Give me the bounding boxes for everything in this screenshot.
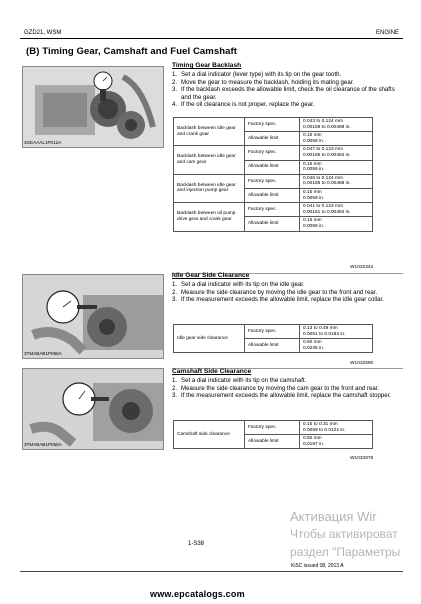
spec-item: Backlash between idle gear and injection pump gear [174,174,245,202]
spec-value: 0.041 to 0.123 mm 0.00161 to 0.00484 in. [300,203,373,217]
spec-label: Factory spec. [245,118,300,132]
step-item: 1. Set a dial indicator with its tip on the idle gear. [172,281,305,288]
camshaft-photo [22,368,164,450]
idle-gear-photo [22,274,164,359]
watermark-line-1: Активация Wir [290,509,377,524]
spec-value: 0.047 to 0.123 mm 0.00185 to 0.00484 in. [300,146,373,160]
spec-value: 0.15 mm 0.0059 in. [300,160,373,174]
spec-label: Allowable limit [245,339,300,353]
step-item: 3. If the measurement exceeds the allowable limit, replace the idle gear collar. [172,296,384,304]
backlash-steps [172,71,406,109]
page-number: 1-S38 [188,541,205,547]
step-item: 2. Measure the side clearance by moving the idle gear to the front and rear. [172,288,378,296]
cam-spec-table [173,420,373,449]
header-rule [20,38,403,39]
spec-value: 0.046 to 0.124 mm 0.00185 to 0.00488 in. [300,174,373,188]
section-name: ENGINE [375,30,399,36]
spec-value: 0.15 mm 0.0059 in. [300,132,373,146]
backlash-spec-table [173,117,373,232]
timing-gear-photo-caption: 3GEAAAL1P012A [24,140,62,145]
watermark-line-2: Чтобы активироват [290,527,398,541]
watermark-line-3: раздел "Параметры [290,545,401,559]
footer-rule [20,571,403,572]
backlash-code: W1032342 [350,265,374,270]
backlash-title: Timing Gear Backlash [172,62,242,69]
cam-steps [172,377,406,400]
spec-label: Factory spec. [245,174,300,188]
spec-label: Factory spec. [245,421,300,435]
spec-label: Factory spec. [245,325,300,339]
spec-value: 0.60 mm 0.0236 in. [300,339,373,353]
spec-label: Allowable limit [245,160,300,174]
spec-item: Backlash between idle gear and crank gear [174,118,245,146]
timing-gear-photo [22,66,164,148]
spec-value: 0.15 to 0.31 mm 0.0059 to 0.0122 in. [300,421,373,435]
step-item: 1. Set a dial indicator (lever type) with its tip on the gear tooth. [172,71,342,78]
step-item: 2. Measure the side clearance by moving the cam gear to the front and rear. [172,384,380,392]
step-item: 3. If the measurement exceeds the allowable limit, replace the camshaft stopper. [172,392,392,400]
step-item: 3. If the backlash exceeds the allowable limit, check the oil clearance of the shafts and the gear. [172,86,395,101]
spec-label: Allowable limit [245,188,300,202]
step-item: 4. If the oil clearance is not proper, replace the gear. [172,101,315,109]
spec-label: Allowable limit [245,217,300,231]
idle-gear-photo-caption: 3TMABAB1P066A [24,351,62,356]
spec-item: Backlash between idle gear and cam gear [174,146,245,174]
section-title: (B) Timing Gear, Camshaft and Fuel Camshaft [26,46,238,57]
idle-code: W1032590 [350,361,374,366]
idle-title: Idle Gear Side Clearance [172,272,250,279]
spec-value: 0.13 to 0.49 mm 0.0051 to 0.0193 in. [300,325,373,339]
spec-value: 0.50 mm 0.0197 in. [300,435,373,449]
site-url[interactable]: www.epcatalogs.com [150,589,245,599]
spec-label: Allowable limit [245,435,300,449]
cam-title: Camshaft Side Clearance [172,368,252,375]
spec-item: Camshaft side clearance [174,421,245,449]
spec-label: Factory spec. [245,146,300,160]
spec-item: Backlash between oil pump drive gear and crank gear [174,203,245,231]
issue-note: KiSC issued 08, 2013 A [291,563,344,569]
step-item: 1. Set a dial indicator with its tip on the camshaft. [172,377,307,384]
spec-item: Idle gear side clearance [174,325,245,353]
idle-steps [172,281,406,304]
spec-label: Factory spec. [245,203,300,217]
spec-value: 0.15 mm 0.0059 in. [300,188,373,202]
spec-value: 0.15 mm 0.0059 in. [300,217,373,231]
spec-label: Allowable limit [245,132,300,146]
step-item: 2. Move the gear to measure the backlash, holding its mating gear. [172,78,355,86]
idle-spec-table [173,324,373,353]
spec-value: 0.043 to 0.124 mm 0.00169 to 0.00488 in. [300,118,373,132]
cam-code: W1032878 [350,456,374,461]
doc-id: GZD21, WSM [24,30,62,36]
camshaft-photo-caption: 3TMABAB1P065A [24,442,62,447]
